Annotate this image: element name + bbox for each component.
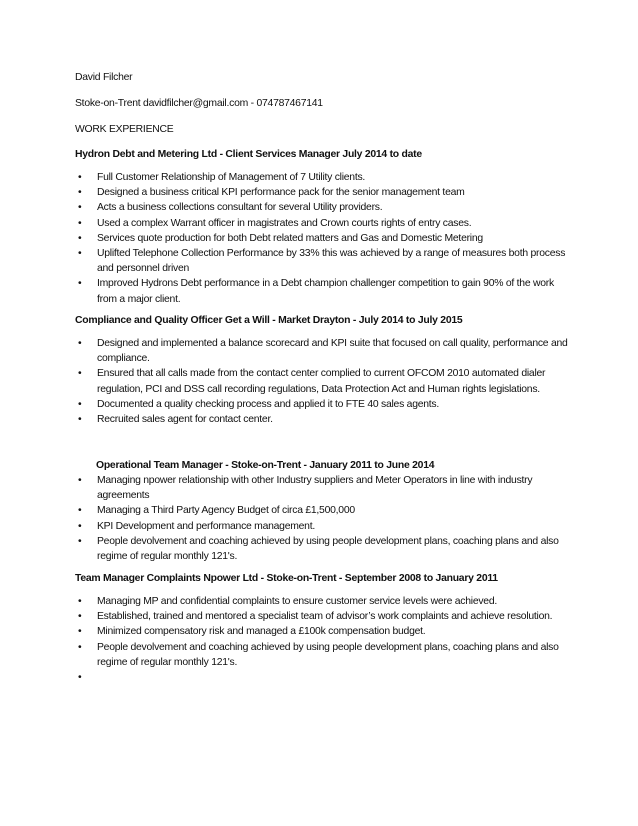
bullet-icon: • bbox=[78, 641, 82, 653]
bullet-icon: • bbox=[78, 475, 82, 486]
job-bullets-hydron bbox=[75, 170, 575, 307]
list-item: • Managing a Third Party Agency Budget of circa £1,500,000 bbox=[75, 503, 575, 518]
list-item: • Improved Hydrons Debt performance in a Debt champion challenger competition to gain 90% of the work from a major client. bbox=[78, 278, 554, 305]
job-title-getawill: Compliance and Quality Officer Get a Will - Market Drayton - July 2014 to July 2015 bbox=[75, 315, 463, 326]
list-item: • Services quote production for both Debt related matters and Gas and Domestic Metering bbox=[75, 231, 575, 246]
bullet-icon: • bbox=[78, 217, 82, 229]
list-item: • Full Customer Relationship of Management of 7 Utility clients. bbox=[75, 170, 575, 185]
bullet-icon: • bbox=[78, 505, 82, 517]
job-title-hydron: Hydron Debt and Metering Ltd - Client Services Manager July 2014 to date bbox=[75, 149, 422, 160]
bullet-icon: • bbox=[78, 187, 82, 199]
list-item: • Managing npower relationship with other Industry suppliers and Meter Operators in line with industry agreements bbox=[78, 475, 533, 502]
candidate-name: David Filcher bbox=[75, 72, 133, 83]
bullet-icon: • bbox=[78, 626, 82, 638]
list-item: • Uplifted Telephone Collection Performance by 33% this was achieved by a range of measures both process and personnel driven bbox=[78, 248, 566, 275]
list-item: • Designed a business critical KPI performance pack for the senior management team bbox=[75, 185, 575, 200]
bullet-icon: • bbox=[78, 202, 82, 214]
list-item: • Recruited sales agent for contact center. bbox=[75, 412, 575, 427]
bullet-icon: • bbox=[78, 278, 82, 290]
job-bullets-operational bbox=[75, 473, 575, 564]
job-bullets-getawill bbox=[75, 336, 575, 427]
list-item: • Used a complex Warrant officer in magistrates and Crown courts rights of entry cases. bbox=[75, 216, 575, 231]
bullet-icon: • bbox=[78, 520, 82, 532]
bullet-icon: • bbox=[78, 611, 82, 623]
bullet-icon: • bbox=[78, 414, 82, 426]
bullet-icon: • bbox=[78, 596, 82, 607]
list-item: • Designed and implemented a balance scorecard and KPI suite that focused on call quality, performance and compliance. bbox=[78, 338, 568, 365]
bullet-icon: • bbox=[78, 672, 82, 684]
job-bullets-npower bbox=[75, 594, 575, 684]
list-item: • KPI Development and performance management. bbox=[75, 519, 575, 534]
bullet-icon: • bbox=[78, 248, 82, 260]
list-item: • Documented a quality checking process and applied it to FTE 40 sales agents. bbox=[75, 397, 575, 412]
section-title: WORK EXPERIENCE bbox=[75, 124, 174, 135]
list-item: • People devolvement and coaching achieved by using people development plans, coaching plans and also regime of regular monthly 121's. bbox=[78, 641, 559, 668]
bullet-icon: • bbox=[78, 535, 82, 547]
list-item: • Ensured that all calls made from the contact center complied to current OFCOM 2010 automated dialer regulation, PCI and DSS call recording regulations, Data Protection Act and Human rights legislations. bbox=[78, 368, 546, 395]
bullet-icon: • bbox=[78, 172, 82, 183]
bullet-icon: • bbox=[78, 398, 82, 410]
list-item: • Managing MP and confidential complaints to ensure customer service levels were achieved. bbox=[75, 594, 575, 609]
contact-line: Stoke-on-Trent davidfilcher@gmail.com - 074787467141 bbox=[75, 98, 323, 109]
job-title-npower: Team Manager Complaints Npower Ltd - Stoke-on-Trent - September 2008 to January 2011 bbox=[75, 573, 498, 584]
list-item: • Established, trained and mentored a specialist team of advisor’s work complaints and achieve resolution. bbox=[75, 609, 575, 624]
list-item: • People devolvement and coaching achieved by using people development plans, coaching plans and also regime of regular monthly 121's. bbox=[78, 535, 559, 563]
job-title-operational: Operational Team Manager - Stoke-on-Trent - January 2011 to June 2014 bbox=[96, 460, 435, 471]
bullet-icon: • bbox=[78, 232, 82, 244]
bullet-icon: • bbox=[78, 338, 82, 349]
list-item: • Acts a business collections consultant for several Utility providers. bbox=[75, 200, 575, 215]
bullet-icon: • bbox=[78, 368, 82, 380]
list-item: • Minimized compensatory risk and managed a £100k compensation budget. bbox=[75, 624, 575, 639]
